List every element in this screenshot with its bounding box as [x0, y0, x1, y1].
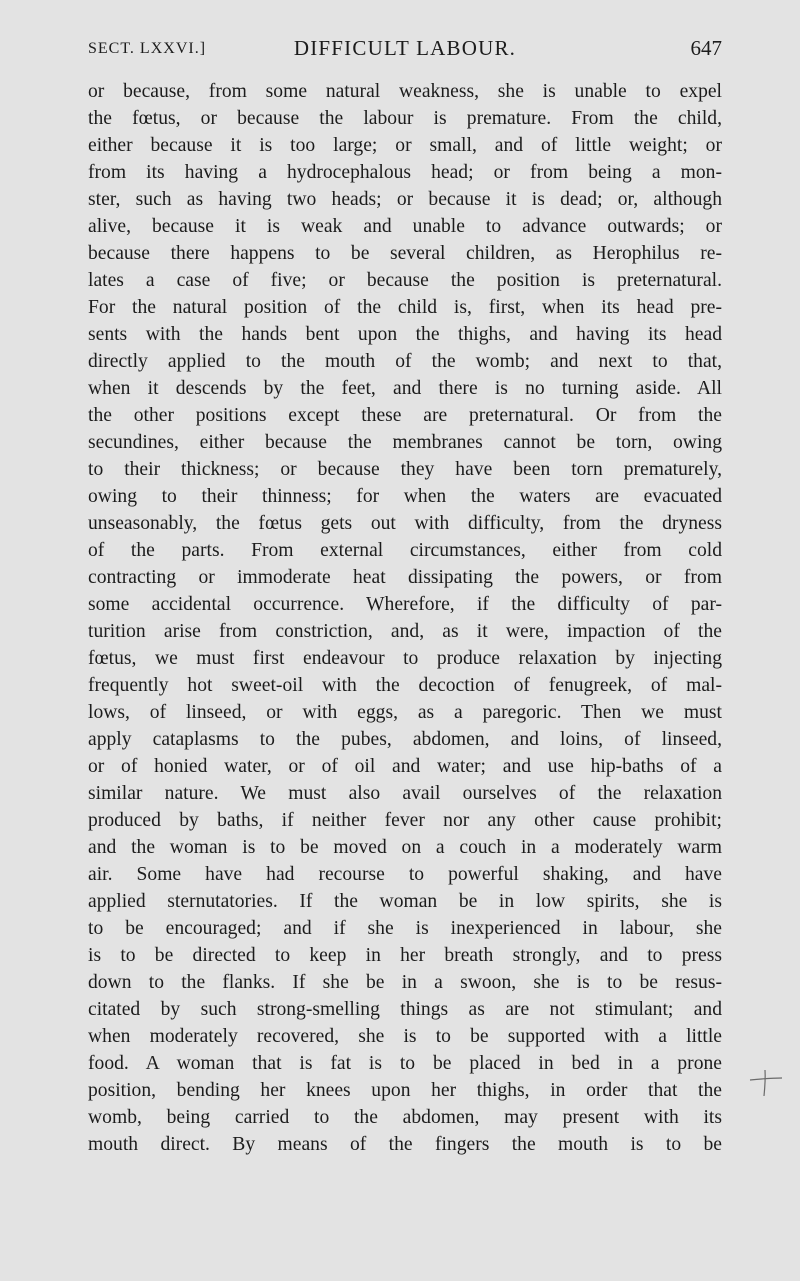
text-line: mouth direct. By means of the fingers the mouth is to be — [88, 1134, 722, 1155]
text-line: For the natural position of the child is, first, when its head pre- — [88, 297, 722, 318]
text-line: or because, from some natural weakness, she is unable to expel — [88, 81, 722, 102]
text-line: owing to their thinness; for when the waters are evacuated — [88, 486, 722, 507]
text-line: from its having a hydrocephalous head; or from being a mon- — [88, 162, 722, 183]
text-line: of the parts. From external circumstances, either from cold — [88, 540, 722, 561]
text-line: turition arise from constriction, and, as it were, impaction of the — [88, 621, 722, 642]
text-line: is to be directed to keep in her breath strongly, and to press — [88, 945, 722, 966]
section-label: SECT. LXXVI.] — [88, 40, 207, 57]
page-number: 647 — [690, 36, 722, 60]
text-line: down to the flanks. If she be in a swoon, she is to be resus- — [88, 972, 722, 993]
text-line: alive, because it is weak and unable to advance outwards; or — [88, 216, 722, 237]
text-line: ster, such as having two heads; or because it is dead; or, although — [88, 189, 722, 210]
text-line: to their thickness; or because they have been torn prematurely, — [88, 459, 722, 480]
text-line: food. A woman that is fat is to be placed in bed in a prone — [88, 1053, 722, 1074]
text-line: frequently hot sweet-oil with the decoction of fenugreek, of mal- — [88, 675, 722, 696]
text-line: lows, of linseed, or with eggs, as a paregoric. Then we must — [88, 702, 722, 723]
text-line: contracting or immoderate heat dissipating the powers, or from — [88, 567, 722, 588]
text-line: position, bending her knees upon her thighs, in order that the — [88, 1080, 722, 1101]
running-header — [88, 36, 722, 66]
text-line: air. Some have had recourse to powerful shaking, and have — [88, 864, 722, 885]
text-line: to be encouraged; and if she is inexperienced in labour, she — [88, 918, 722, 939]
text-line: applied sternutatories. If the woman be in low spirits, she is — [88, 891, 722, 912]
text-line: because there happens to be several children, as Herophilus re- — [88, 243, 722, 264]
body-text — [88, 78, 722, 1158]
text-line: some accidental occurrence. Wherefore, if the difficulty of par- — [88, 594, 722, 615]
text-line: when it descends by the feet, and there is no turning aside. All — [88, 378, 722, 399]
text-line: the other positions except these are preternatural. Or from the — [88, 405, 722, 426]
text-line: sents with the hands bent upon the thighs, and having its head — [88, 324, 722, 345]
text-line: either because it is too large; or small, and of little weight; or — [88, 135, 722, 156]
text-line: or of honied water, or of oil and water; and use hip-baths of a — [88, 756, 722, 777]
text-line: similar nature. We must also avail ourselves of the relaxation — [88, 783, 722, 804]
margin-pencil-mark — [748, 1068, 784, 1098]
text-line: produced by baths, if neither fever nor any other cause prohibit; — [88, 810, 722, 831]
text-line: fœtus, we must first endeavour to produce relaxation by injecting — [88, 648, 722, 669]
text-line: secundines, either because the membranes cannot be torn, owing — [88, 432, 722, 453]
text-line: when moderately recovered, she is to be supported with a little — [88, 1026, 722, 1047]
text-line: and the woman is to be moved on a couch in a moderately warm — [88, 837, 722, 858]
text-line: apply cataplasms to the pubes, abdomen, and loins, of linseed, — [88, 729, 722, 750]
text-line: unseasonably, the fœtus gets out with difficulty, from the dryness — [88, 513, 722, 534]
text-line: citated by such strong-smelling things as are not stimulant; and — [88, 999, 722, 1020]
text-line: lates a case of five; or because the position is preternatural. — [88, 270, 722, 291]
text-line: directly applied to the mouth of the womb; and next to that, — [88, 351, 722, 372]
page-title: DIFFICULT LABOUR. — [293, 36, 517, 60]
text-line: the fœtus, or because the labour is premature. From the child, — [88, 108, 722, 129]
text-line: womb, being carried to the abdomen, may present with its — [88, 1107, 722, 1128]
